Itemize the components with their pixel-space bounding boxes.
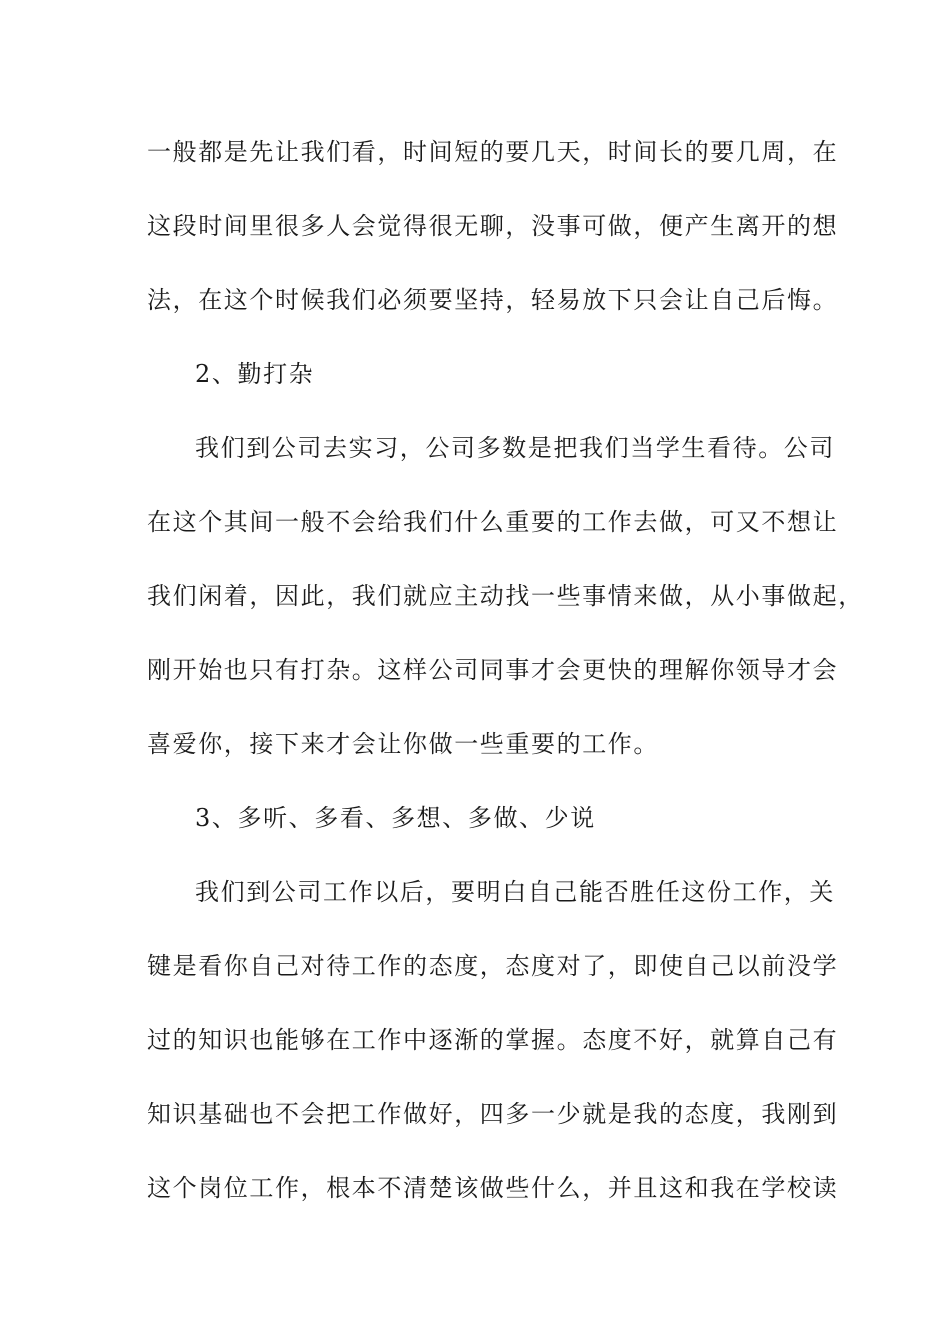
section-heading: 3、多听、多看、多想、多做、少说 bbox=[195, 804, 596, 832]
body-text-line: 喜爱你，接下来才会让你做一些重要的工作。 bbox=[147, 730, 659, 758]
section-heading: 2、勤打杂 bbox=[195, 360, 315, 388]
body-text-line: 我们到公司工作以后，要明白自己能否胜任这份工作，关 bbox=[195, 878, 835, 906]
body-text-line: 我们闲着，因此，我们就应主动找一些事情来做，从小事做起， bbox=[147, 582, 864, 610]
body-text-line: 这段时间里很多人会觉得很无聊，没事可做，便产生离开的想 bbox=[147, 212, 839, 240]
body-text-line: 知识基础也不会把工作做好，四多一少就是我的态度，我刚到 bbox=[147, 1100, 839, 1128]
body-text-line: 法，在这个时候我们必须要坚持，轻易放下只会让自己后悔。 bbox=[147, 286, 839, 314]
body-text-line: 这个岗位工作，根本不清楚该做些什么，并且这和我在学校读 bbox=[147, 1174, 839, 1202]
body-text-line: 刚开始也只有打杂。这样公司同事才会更快的理解你领导才会 bbox=[147, 656, 839, 684]
body-text-line: 我们到公司去实习，公司多数是把我们当学生看待。公司 bbox=[195, 434, 835, 462]
body-text-line: 过的知识也能够在工作中逐渐的掌握。态度不好，就算自己有 bbox=[147, 1026, 839, 1054]
body-text-line: 在这个其间一般不会给我们什么重要的工作去做，可又不想让 bbox=[147, 508, 839, 536]
body-text-line: 键是看你自己对待工作的态度，态度对了，即使自己以前没学 bbox=[147, 952, 839, 980]
body-text-line: 一般都是先让我们看，时间短的要几天，时间长的要几周，在 bbox=[147, 138, 839, 166]
